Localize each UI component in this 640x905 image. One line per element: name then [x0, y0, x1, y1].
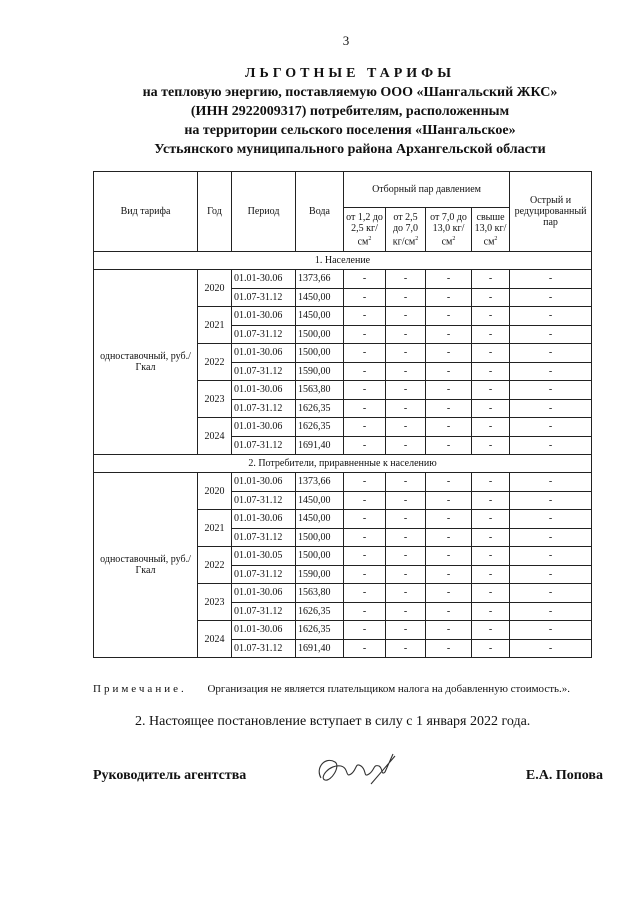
dash-cell: -: [386, 473, 426, 492]
dash-cell: -: [344, 418, 386, 437]
decree-text: 2. Настоящее постановление вступает в силу с 1 января 2022 года.: [135, 714, 531, 729]
dash-cell: -: [426, 621, 472, 640]
dash-cell: -: [472, 639, 510, 658]
dash-cell: -: [510, 473, 592, 492]
water-cell: 1563,80: [296, 381, 344, 400]
signatory-title: Руководитель агентства: [93, 768, 247, 783]
dash-cell: -: [472, 418, 510, 437]
year-cell: 2021: [198, 307, 232, 344]
table-row: [94, 473, 592, 492]
header-pressure-1: от 1,2 до 2,5 $кг/см^2$: [344, 208, 386, 252]
year-cell: 2023: [198, 584, 232, 621]
dash-cell: -: [472, 621, 510, 640]
dash-cell: -: [472, 344, 510, 363]
dash-cell: -: [344, 584, 386, 603]
dash-cell: -: [510, 381, 592, 400]
dash-cell: -: [510, 565, 592, 584]
dash-cell: -: [426, 325, 472, 344]
dash-cell: -: [386, 288, 426, 307]
dash-cell: -: [386, 602, 426, 621]
header-steam-group: Отборный пар давлением: [344, 172, 510, 208]
dash-cell: -: [472, 325, 510, 344]
header-sharp-steam: Острый и редуцированный пар: [510, 172, 592, 252]
year-cell: 2020: [198, 270, 232, 307]
document-heading: [90, 64, 610, 159]
header-tariff-type: Вид тарифа: [94, 172, 198, 252]
water-cell: 1626,35: [296, 418, 344, 437]
water-cell: 1590,00: [296, 565, 344, 584]
dash-cell: -: [344, 565, 386, 584]
section-row: [94, 455, 592, 473]
dash-cell: -: [386, 381, 426, 400]
dash-cell: -: [426, 473, 472, 492]
dash-cell: -: [344, 307, 386, 326]
dash-cell: -: [472, 602, 510, 621]
period-cell: 01.01-30.06: [232, 344, 296, 363]
dash-cell: -: [472, 270, 510, 289]
dash-cell: -: [510, 362, 592, 381]
tariff-type-cell: одноставочный, руб./Гкал: [94, 473, 198, 658]
year-cell: 2024: [198, 621, 232, 658]
signatory-name: Е.А. Попова: [525, 768, 603, 783]
water-cell: 1590,00: [296, 362, 344, 381]
dash-cell: -: [472, 399, 510, 418]
water-cell: 1373,66: [296, 473, 344, 492]
dash-cell: -: [472, 528, 510, 547]
dash-cell: -: [386, 399, 426, 418]
dash-cell: -: [510, 436, 592, 455]
period-cell: 01.07-31.12: [232, 639, 296, 658]
dash-cell: -: [472, 584, 510, 603]
period-cell: 01.01-30.06: [232, 307, 296, 326]
tariff-table-body: [94, 252, 592, 658]
dash-cell: -: [472, 491, 510, 510]
heading-line-3: (ИНН 2922009317) потребителям, расположенным: [190, 104, 510, 119]
dash-cell: -: [426, 270, 472, 289]
water-cell: 1450,00: [296, 510, 344, 529]
dash-cell: -: [510, 399, 592, 418]
dash-cell: -: [510, 547, 592, 566]
section-title: 1. Население: [94, 252, 592, 270]
year-cell: 2022: [198, 547, 232, 584]
period-cell: 01.01-30.06: [232, 621, 296, 640]
page-number: 3: [342, 33, 350, 48]
dash-cell: -: [510, 602, 592, 621]
period-cell: 01.01-30.06: [232, 270, 296, 289]
period-cell: 01.07-31.12: [232, 602, 296, 621]
dash-cell: -: [344, 399, 386, 418]
dash-cell: -: [472, 307, 510, 326]
dash-cell: -: [386, 528, 426, 547]
dash-cell: -: [472, 436, 510, 455]
note-text: Организация не является плательщиком налога на добавленную стоимость.».: [207, 683, 571, 695]
heading-line-4: на территории сельского поселения «Шангальское»: [184, 123, 516, 138]
dash-cell: -: [472, 288, 510, 307]
water-cell: 1500,00: [296, 528, 344, 547]
year-cell: 2024: [198, 418, 232, 455]
dash-cell: -: [426, 362, 472, 381]
period-cell: 01.07-31.12: [232, 399, 296, 418]
header-pressure-3: от 7,0 до 13,0 $кг/см^2$: [426, 208, 472, 252]
dash-cell: -: [426, 418, 472, 437]
dash-cell: -: [386, 584, 426, 603]
water-cell: 1500,00: [296, 325, 344, 344]
heading-line-2: на тепловую энергию, поставляемую ООО «Шангальский ЖКС»: [142, 85, 558, 100]
dash-cell: -: [426, 344, 472, 363]
dash-cell: -: [510, 584, 592, 603]
dash-cell: -: [386, 621, 426, 640]
dash-cell: -: [386, 639, 426, 658]
header-pressure-4: свыше 13,0 $кг/см^2$: [472, 208, 510, 252]
dash-cell: -: [472, 547, 510, 566]
dash-cell: -: [386, 491, 426, 510]
dash-cell: -: [344, 270, 386, 289]
dash-cell: -: [386, 547, 426, 566]
dash-cell: -: [510, 418, 592, 437]
water-cell: 1626,35: [296, 621, 344, 640]
dash-cell: -: [344, 288, 386, 307]
dash-cell: -: [386, 436, 426, 455]
dash-cell: -: [344, 381, 386, 400]
year-cell: 2023: [198, 381, 232, 418]
dash-cell: -: [344, 547, 386, 566]
dash-cell: -: [344, 436, 386, 455]
period-cell: 01.01-30.05: [232, 547, 296, 566]
dash-cell: -: [426, 547, 472, 566]
dash-cell: -: [426, 528, 472, 547]
water-cell: 1691,40: [296, 639, 344, 658]
table-row: [94, 270, 592, 289]
heading-line-5: Устьянского муниципального района Архангельской области: [154, 142, 546, 157]
period-cell: 01.07-31.12: [232, 436, 296, 455]
year-cell: 2021: [198, 510, 232, 547]
dash-cell: -: [426, 307, 472, 326]
dash-cell: -: [344, 639, 386, 658]
section-title: 2. Потребители, приравненные к населению: [94, 455, 592, 473]
section-row: [94, 252, 592, 270]
dash-cell: -: [426, 399, 472, 418]
tariff-type-cell: одноставочный, руб./Гкал: [94, 270, 198, 455]
period-cell: 01.07-31.12: [232, 565, 296, 584]
water-cell: 1450,00: [296, 307, 344, 326]
dash-cell: -: [426, 639, 472, 658]
dash-cell: -: [472, 381, 510, 400]
tariff-table: [93, 171, 592, 658]
dash-cell: -: [344, 473, 386, 492]
dash-cell: -: [386, 307, 426, 326]
water-cell: 1626,35: [296, 602, 344, 621]
water-cell: 1563,80: [296, 584, 344, 603]
period-cell: 01.07-31.12: [232, 288, 296, 307]
dash-cell: -: [344, 602, 386, 621]
period-cell: 01.07-31.12: [232, 491, 296, 510]
period-cell: 01.07-31.12: [232, 528, 296, 547]
period-cell: 01.07-31.12: [232, 325, 296, 344]
heading-line-1: ЛЬГОТНЫЕ ТАРИФЫ: [245, 66, 455, 81]
dash-cell: -: [510, 288, 592, 307]
dash-cell: -: [426, 565, 472, 584]
dash-cell: -: [426, 602, 472, 621]
dash-cell: -: [386, 344, 426, 363]
dash-cell: -: [510, 325, 592, 344]
dash-cell: -: [510, 491, 592, 510]
period-cell: 01.07-31.12: [232, 362, 296, 381]
water-cell: 1500,00: [296, 344, 344, 363]
dash-cell: -: [426, 436, 472, 455]
header-pressure-2: от 2,5 до 7,0 $кг/см^2$: [386, 208, 426, 252]
header-water: Вода: [296, 172, 344, 252]
dash-cell: -: [344, 510, 386, 529]
handwritten-signature: [311, 748, 401, 794]
dash-cell: -: [426, 381, 472, 400]
dash-cell: -: [386, 270, 426, 289]
dash-cell: -: [472, 565, 510, 584]
water-cell: 1373,66: [296, 270, 344, 289]
note: [93, 683, 570, 695]
period-cell: 01.01-30.06: [232, 418, 296, 437]
dash-cell: -: [386, 362, 426, 381]
water-cell: 1450,00: [296, 288, 344, 307]
dash-cell: -: [472, 362, 510, 381]
period-cell: 01.01-30.06: [232, 510, 296, 529]
period-cell: 01.01-30.06: [232, 473, 296, 492]
period-cell: 01.01-30.06: [232, 381, 296, 400]
dash-cell: -: [344, 362, 386, 381]
dash-cell: -: [472, 510, 510, 529]
period-cell: 01.01-30.06: [232, 584, 296, 603]
dash-cell: -: [344, 325, 386, 344]
dash-cell: -: [426, 510, 472, 529]
dash-cell: -: [510, 621, 592, 640]
water-cell: 1450,00: [296, 491, 344, 510]
dash-cell: -: [472, 473, 510, 492]
dash-cell: -: [386, 510, 426, 529]
dash-cell: -: [510, 270, 592, 289]
header-period: Период: [232, 172, 296, 252]
year-cell: 2022: [198, 344, 232, 381]
dash-cell: -: [426, 288, 472, 307]
note-label: Примечание.: [93, 683, 187, 695]
dash-cell: -: [510, 528, 592, 547]
dash-cell: -: [510, 344, 592, 363]
dash-cell: -: [344, 621, 386, 640]
header-year: Год: [198, 172, 232, 252]
dash-cell: -: [510, 510, 592, 529]
dash-cell: -: [344, 491, 386, 510]
dash-cell: -: [344, 528, 386, 547]
dash-cell: -: [510, 307, 592, 326]
dash-cell: -: [344, 344, 386, 363]
dash-cell: -: [386, 418, 426, 437]
water-cell: 1626,35: [296, 399, 344, 418]
dash-cell: -: [386, 325, 426, 344]
year-cell: 2020: [198, 473, 232, 510]
dash-cell: -: [386, 565, 426, 584]
dash-cell: -: [510, 639, 592, 658]
dash-cell: -: [426, 584, 472, 603]
water-cell: 1500,00: [296, 547, 344, 566]
water-cell: 1691,40: [296, 436, 344, 455]
dash-cell: -: [426, 491, 472, 510]
